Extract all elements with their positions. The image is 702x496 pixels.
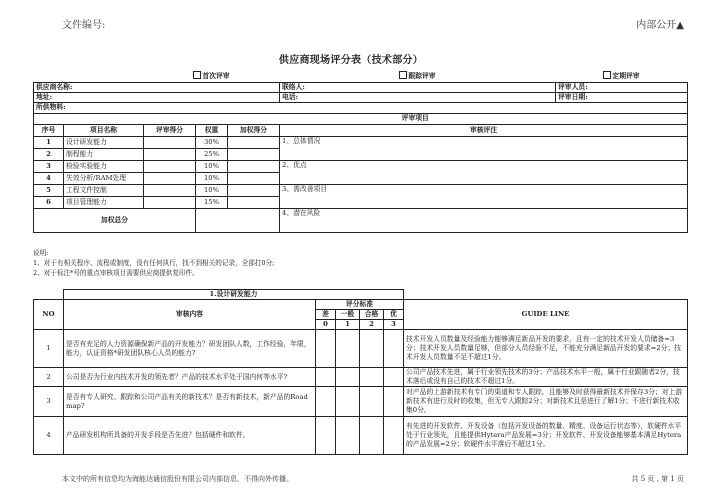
table-row: 6 项目管理能力 15%: [34, 196, 688, 208]
score-cell[interactable]: [144, 148, 196, 160]
phone-field[interactable]: 电话:: [280, 92, 556, 102]
materials-field[interactable]: 所供物料:: [34, 102, 688, 113]
col-guide-line: GUIDE LINE: [404, 300, 688, 330]
table-row: 2 制程能力 25%: [34, 148, 688, 160]
score-cell[interactable]: [144, 184, 196, 196]
col-no: NO: [34, 300, 64, 330]
score-cell[interactable]: [144, 172, 196, 184]
score-cell[interactable]: [360, 330, 384, 368]
notes-heading: 说明:: [33, 249, 49, 257]
level-poor: 差: [316, 310, 336, 320]
score-cell[interactable]: [144, 136, 196, 148]
table-row: 4 失效分析/RAM处理 10%: [34, 172, 688, 184]
level-score: 1: [336, 320, 360, 330]
table-row: 1 设计研发能力 30% 1、总体情况: [34, 136, 688, 148]
weighted-cell[interactable]: [228, 148, 280, 160]
score-cell[interactable]: [316, 330, 336, 368]
score-cell[interactable]: [336, 417, 360, 455]
score-cell[interactable]: [144, 160, 196, 172]
col-item-name: 项目名称: [64, 124, 144, 136]
section-title: 1.设计研发能力: [64, 290, 404, 300]
comment-risks[interactable]: 4、潜在风险: [280, 208, 688, 232]
level-score: 2: [360, 320, 384, 330]
score-cell[interactable]: [316, 368, 336, 387]
col-comment: 审核评注: [280, 124, 688, 136]
score-form-table: [33, 71, 688, 233]
score-cell[interactable]: [384, 387, 404, 417]
checkbox-icon: [193, 71, 201, 79]
score-cell[interactable]: [360, 417, 384, 455]
reviewer-field[interactable]: 评审人员:: [556, 82, 688, 92]
table-row: 3 是否有专人研究、跟踪和公司产品有关的新技术？是否有新技术，新产品的Road map? 对产品的上游新技术有专门的渠道和专人跟踪，且能够及时获得最新技术并保存3分；对上游新技术有进行及时的收集，但无专人跟踪2分；对新技术且是进行了解1分；不进行新技术收集0分。: [34, 387, 688, 417]
weighted-cell[interactable]: [228, 184, 280, 196]
score-cell[interactable]: [316, 417, 336, 455]
comment-improvements[interactable]: 3、需改善项目: [280, 184, 688, 208]
supplier-name-field[interactable]: 供应商名称:: [34, 82, 280, 92]
doc-number-label: 文件编号:: [62, 20, 106, 31]
level-pass: 合格: [360, 310, 384, 320]
comment-strengths[interactable]: 2、优点: [280, 160, 688, 184]
col-score: 评审得分: [144, 124, 196, 136]
total-score-label: 加权总分: [34, 208, 196, 232]
table-row: 3 检验实验能力 10% 2、优点: [34, 160, 688, 172]
review-type-periodic[interactable]: 定期评审: [556, 71, 688, 82]
score-cell[interactable]: [336, 387, 360, 417]
footer-notice: 本文中的所有信息均为海能达通信股份有限公司内部信息，不得向外传播。: [62, 475, 293, 483]
notes-block: [33, 248, 274, 278]
weighted-cell[interactable]: [228, 160, 280, 172]
table-row: 1 是否有充足的人力资源确保新产品的开发能力？研发团队人数，工作经验，年限，能力，认证资格*研发团队核心人员的能力? 技术开发人员数量及经验能力能够满足新品开发的要求，且有一定的技术开发人员储备=3分；技术开发人员数量足够，但部分人员经验不足，不能充分满足新品开发的要求=2分；技术开发人员数量不足不超过1分。: [34, 330, 688, 368]
checkbox-icon: [603, 71, 611, 79]
score-cell[interactable]: [360, 387, 384, 417]
col-weight: 权重: [196, 124, 228, 136]
table-row: 5 工程文件控制 10% 3、需改善项目: [34, 184, 688, 196]
table-row: 2 公司是否为行业内技术开发的领先者？产品的技术水平处于国内何等水平? 公司产品技术先进，属于行业领先技术的3分；产品技术水平一般，属于行业跟随者2分，技术落后或没有自己的技术不超过1分。: [34, 368, 688, 387]
score-cell[interactable]: [384, 417, 404, 455]
level-fair: 一般: [336, 310, 360, 320]
page-indicator: 共 5 页 , 第 1 页: [631, 475, 684, 483]
score-cell[interactable]: [336, 368, 360, 387]
col-no: 序号: [34, 124, 64, 136]
review-type-follow[interactable]: 跟踪评审: [280, 71, 556, 82]
weighted-cell[interactable]: [228, 136, 280, 148]
notes-line-1: 1、对于有相关程序、流程或制度，没有任何执行，找不到相关的记录，全部打0分;: [33, 259, 275, 267]
score-cell[interactable]: [336, 330, 360, 368]
col-weighted: 加权得分: [228, 124, 280, 136]
weighted-cell[interactable]: [228, 172, 280, 184]
score-cell[interactable]: [384, 330, 404, 368]
review-date-field[interactable]: 评审日期:: [556, 92, 688, 102]
level-score: 0: [316, 320, 336, 330]
checkbox-icon: [399, 71, 407, 79]
notes-line-2: 2、对于标注*号的重点审核项目需要供应商提供复印件。: [33, 269, 199, 277]
table-row: 4 产品研发机构所具备的开发手段是否先进？包括硬件和软件。 有先进的开发软件、开发设备（包括开发设备的数量、精度、设备运行状态等），软硬件水平处于行业领先，且能提供Hytera产品发展=3分；开发软件、开发设备能够基本满足Hytera的产品发展=2分；软硬件水平落后不超过1分。: [34, 417, 688, 455]
col-score-standard: 评分标准: [316, 300, 404, 310]
score-cell[interactable]: [316, 387, 336, 417]
score-cell[interactable]: [360, 368, 384, 387]
classification-label: 内部公开▲: [636, 20, 684, 31]
total-score-cell[interactable]: [196, 208, 280, 232]
address-field[interactable]: 地址:: [34, 92, 280, 102]
level-excellent: 优: [384, 310, 404, 320]
weighted-cell[interactable]: [228, 196, 280, 208]
level-score: 3: [384, 320, 404, 330]
contact-field[interactable]: 联络人:: [280, 82, 556, 92]
col-audit-content: 审核内容: [64, 300, 316, 330]
review-items-header: 评审项目: [144, 113, 688, 124]
review-type-first[interactable]: 首次评审: [144, 71, 280, 82]
comment-overall[interactable]: 1、总体情况: [280, 136, 688, 160]
score-cell[interactable]: [144, 196, 196, 208]
design-capability-table: [33, 289, 688, 455]
score-cell[interactable]: [384, 368, 404, 387]
page-title: 供应商现场评分表（技术部分）: [278, 55, 424, 66]
